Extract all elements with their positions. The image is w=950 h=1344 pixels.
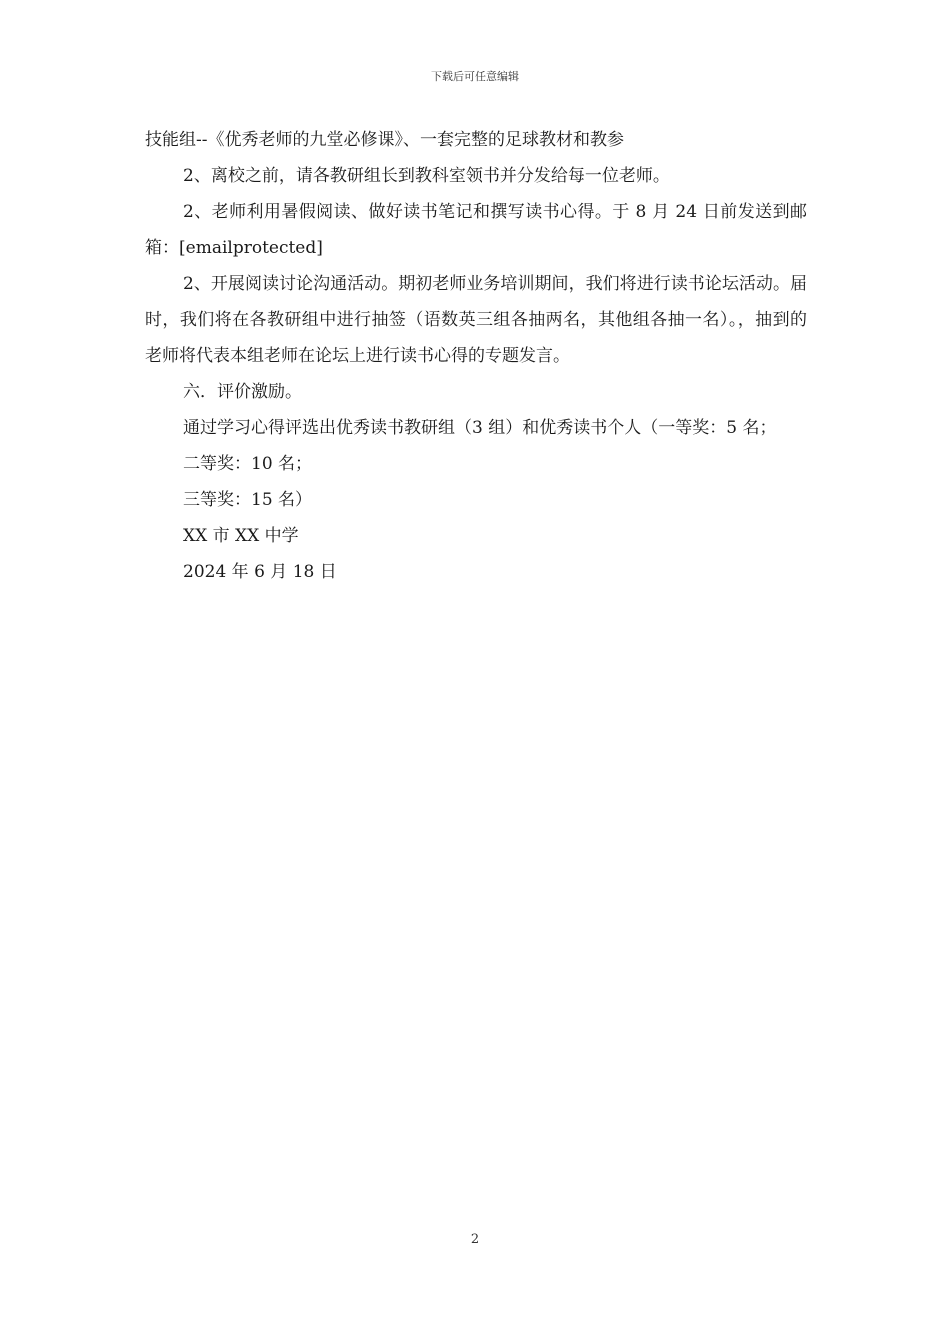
paragraph-summer-reading: 2、老师利用暑假阅读、做好读书笔记和撰写读书心得。于 8 月 24 日前发送到邮箱：[emailprotected] <box>145 202 807 258</box>
paragraph-third-prize: 三等奖：15 名） <box>183 490 313 510</box>
paragraph-awards: 通过学习心得评选出优秀读书教研组（3 组）和优秀读书个人（一等奖：5 名； <box>183 418 777 438</box>
paragraph-materials: 技能组--《优秀老师的九堂必修课》、一套完整的足球教材和教参 <box>145 130 624 150</box>
signature-school: XX 市 XX 中学 <box>183 526 299 546</box>
paragraph-distribute-books: 2、离校之前，请各教研组长到教科室领书并分发给每一位老师。 <box>183 166 670 186</box>
paragraph-second-prize: 二等奖：10 名； <box>183 454 313 474</box>
signature-date: 2024 年 6 月 18 日 <box>183 562 337 582</box>
section-heading-evaluation: 六．评价激励。 <box>183 382 302 402</box>
document-body <box>145 122 807 590</box>
paragraph-reading-forum: 2、开展阅读讨论沟通活动。期初老师业务培训期间，我们将进行读书论坛活动。届时，我们将在各教研组中进行抽签（语数英三组各抽两名，其他组各抽一名）。，抽到的老师将代表本组老师在论坛上进行读书心得的专题发言。 <box>145 274 807 366</box>
page-header: 下载后可任意编辑 <box>431 70 519 83</box>
page-number: 2 <box>470 1232 480 1247</box>
